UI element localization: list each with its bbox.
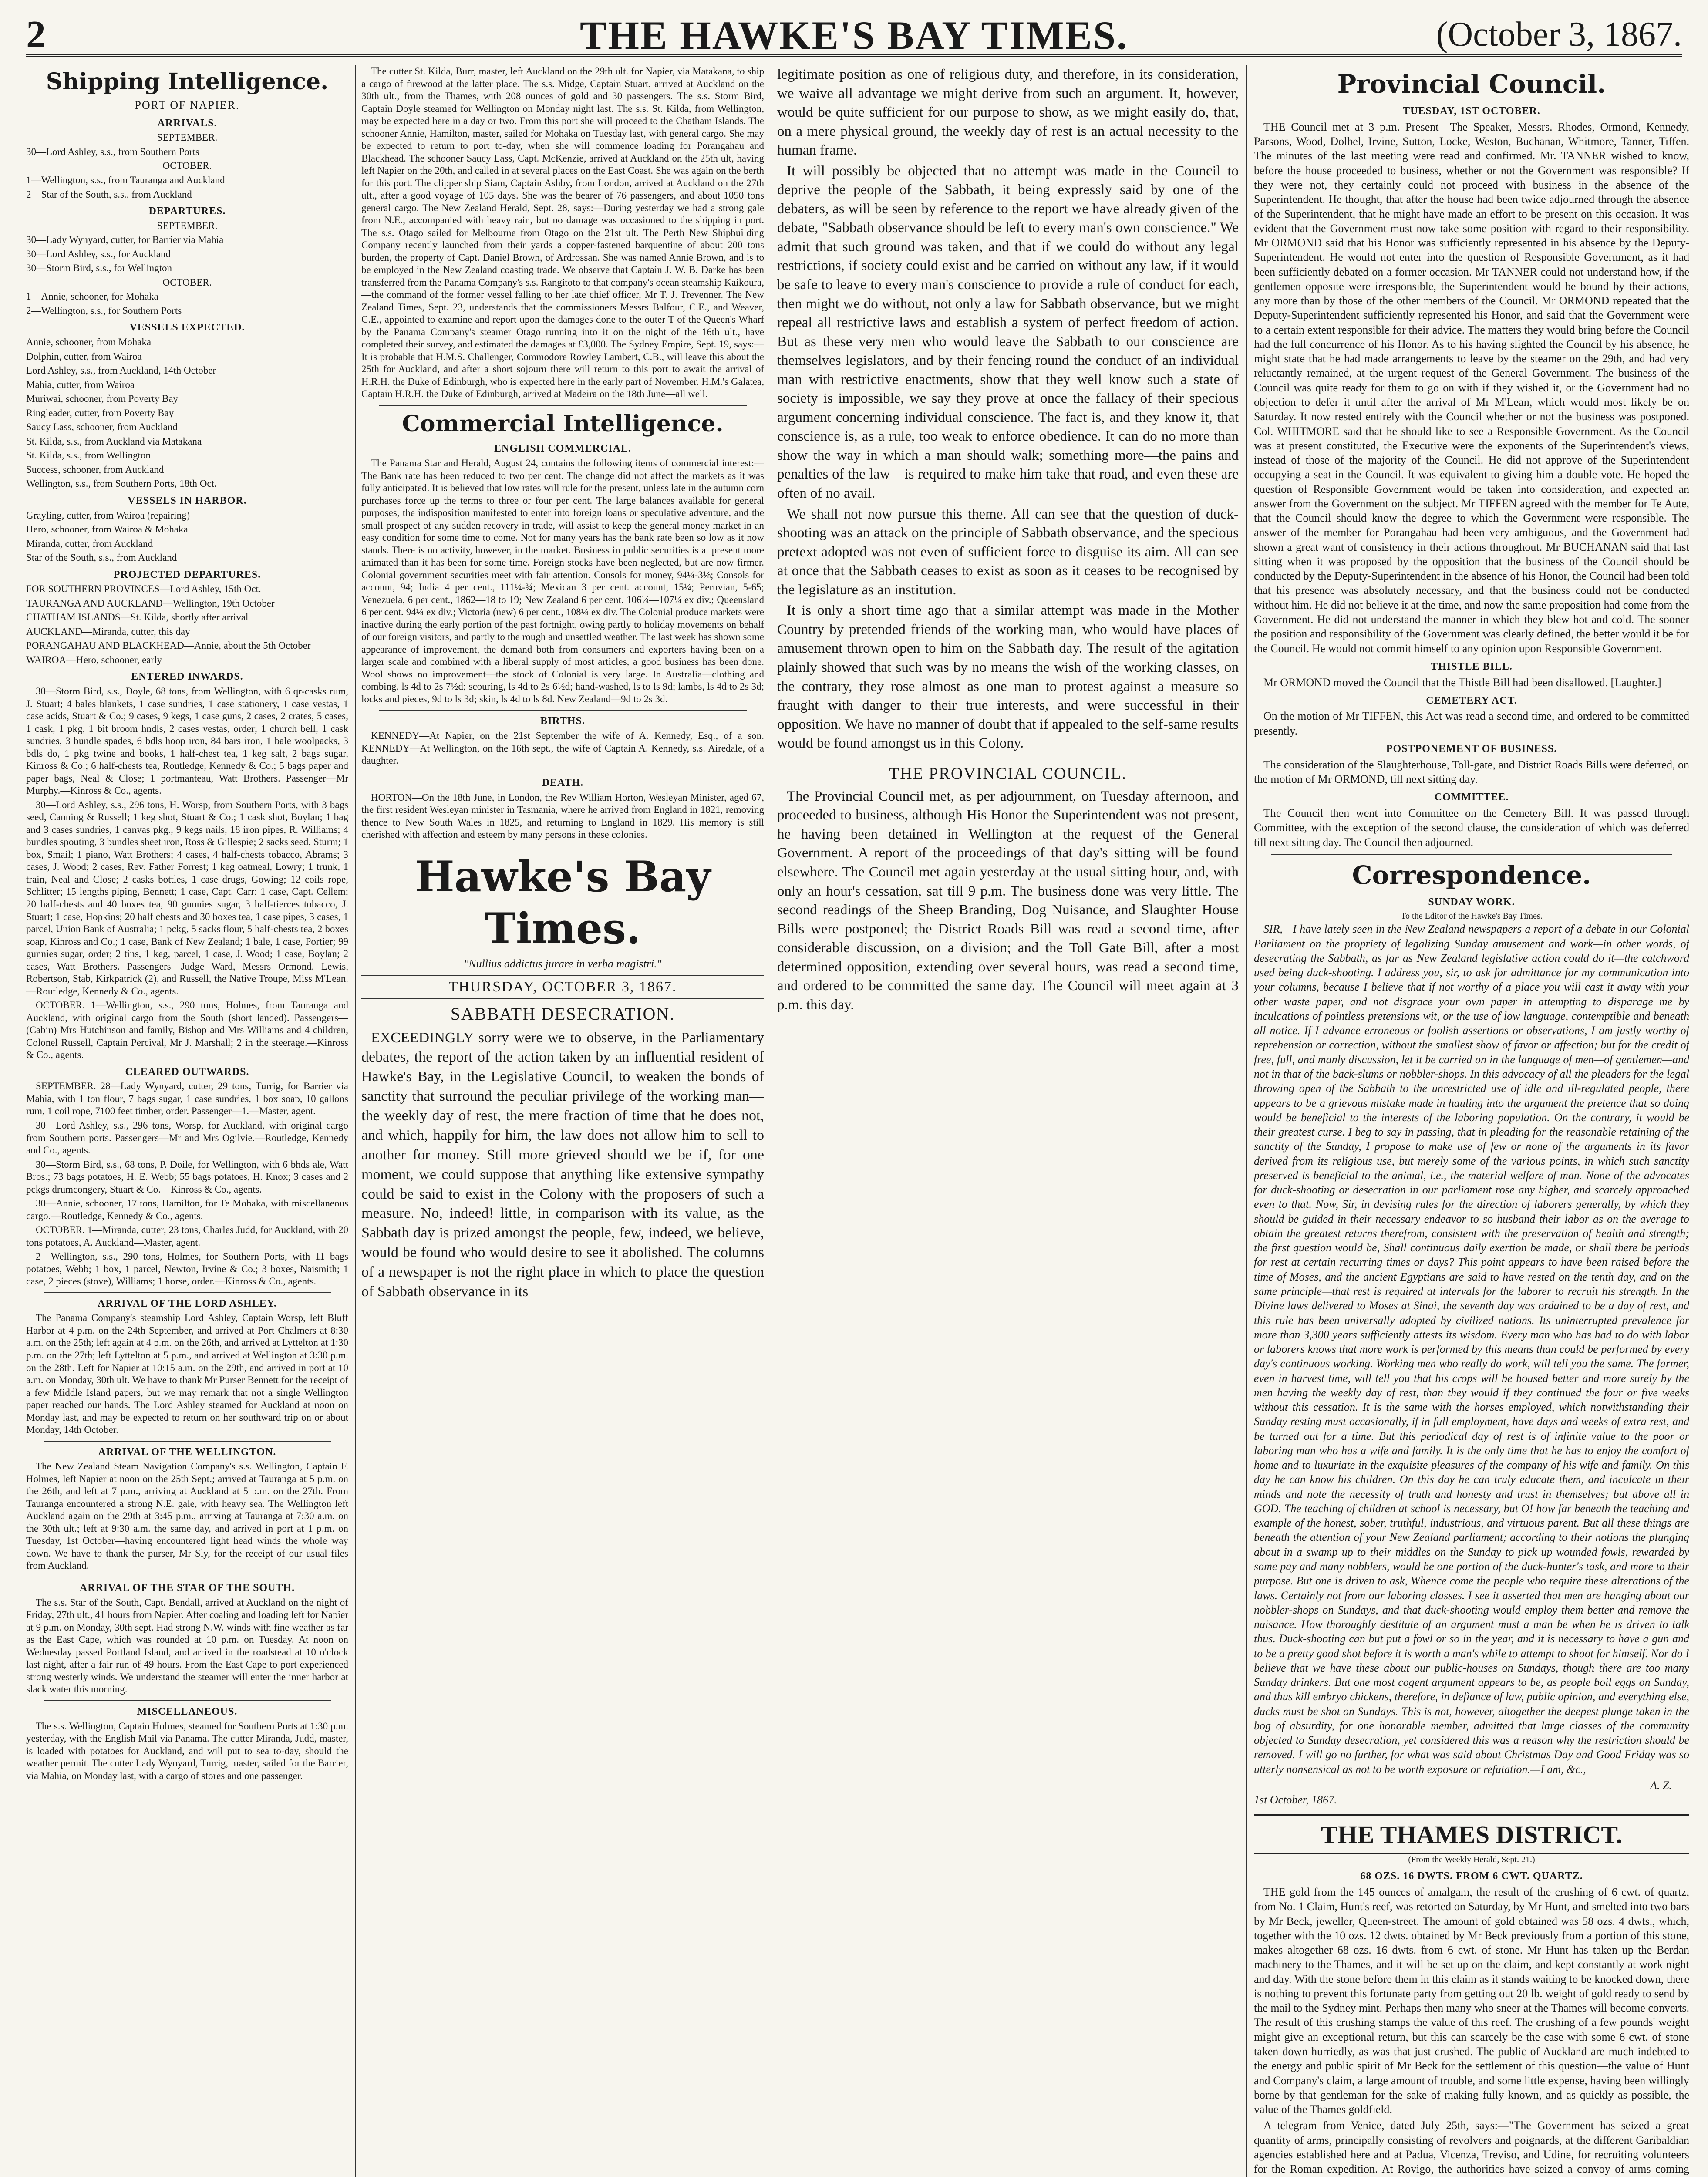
article-paragraph: The s.s. Star of the South, Capt. Bendall, arrived at Auckland on the night of Friday, 27th ult., 41 hours from Napier. After coaling and loading left for Napier at 9 p.m. on Monday, 30th sept. Had strong N.W. winds with fine weather as far as the East Cape, which was rounded at 10 p.m. on Tuesday. At noon on Wednesday passed Portland Island, and arrived in the roadstead at 10 o'clock last night, after a fair run of 49 hours. From the East Cape to port experienced strong westerly winds. We understand the steamer will enter the inner harbor at slack water this morning. [26,1597,348,1695]
column-shipping [26,65,348,2177]
list-item: OCTOBER. [162,160,212,172]
list-item: TAURANGA AND AUCKLAND—Wellington, 19th October [26,597,275,609]
expected-heading: VESSELS EXPECTED. [129,322,245,334]
council-heading: THE PROVINCIAL COUNCIL. [889,764,1127,783]
list-item: Saucy Lass, schooner, from Auckland [26,421,178,433]
list-item: Star of the South, s.s., from Auckland [26,552,177,563]
list-item: AUCKLAND—Miranda, cutter, this day [26,626,190,637]
section-title-commercial: Commercial Intelligence. [402,410,724,437]
list-item: PORANGAHAU AND BLACKHEAD—Annie, about the 5th October [26,640,311,651]
arrival-star-heading: ARRIVAL OF THE STAR OF THE SOUTH. [79,1582,295,1594]
article-paragraph: A telegram from Venice, dated July 25th, says:—"The Government has seized a great quantity of arms, principally consisting of revolvers and poignards, at the different Garibaldian agencies established here and at Padua, Vicenza, Treviso, and Udine, for recruiting volunteers for the Roman expedition. At Rovigo, the authorities have seized a convoy of arms coming [1254,2119,1689,2176]
editorial-dateline: THURSDAY, OCTOBER 3, 1867. [361,975,764,999]
page-number: 2 [26,13,46,56]
article-paragraph: The New Zealand Steam Navigation Company's s.s. Wellington, Captain F. Holmes, left Napier at noon on the 25th Sept.; arrived at Tauranga at 5 p.m. on the 26th, and left at 7 p.m., arriving at Auckland at 5 p.m. on the 27th. From Tauranga encountered a strong N.E. gale, with heavy sea. The Wellington left Auckland again on the 29th at 3:45 p.m., arriving at Tauranga at 7:30 a.m. on the 30th ult.; left at 9:30 a.m. the same day, and arrived in port at 1 p.m. on Tuesday, 1st October—having encountered light head winds the whole way down. We have to thank the purser, Mr Sly, for the receipt of our usual files from Auckland. [26,1461,348,1571]
masthead [26,9,1682,57]
article-paragraph: SIR,—I have lately seen in the New Zealand newspapers a report of a debate in our Colonial Parliament on the propriety of legalizing Sunday amusement and work—in other words, of desecrating the Sabbath, as far as New Zealand legislative action could do it—the catchword used being duck-shooting. I address you, sir, to ask for admittance for my communication into your columns, because I believe that if not worthy of a place you will cast it away with your other waste paper, and not disgrace your own paper in attempting to disparage me by inculcations of pointless pretensions wit, or the use of low language, contemptible and beneath all notice. If I advance erroneous or foolish assertions or observations, I am justly worthy of reprehension or correction, without the smallest show of favor or affection; but for the credit of free, full, and manly discussion, let it be carried on in the language of men—of gentlemen—and not in that of the back-slums or nobbler-shops. In this advocacy of all the pleaders for the legal throwing open of the Sabbath to the unrestricted use of idle and ill-regulated people, there appears to be a grievous mistake made in hauling into the argument the pretence that so doing would be beneficial to the interests of the laboring population. On the contrary, it would be their greatest curse. I beg to say in passing, that in pleading for the reasonable retaining of the sanctity of the Sunday, I propose to make use of few or none of the arguments in its favor derived from its religious use, but merely some of the various points, in which such sanctity preserved is beneficial to the animal, i.e., the material welfare of man. None of the advocates for duck-shooting or desecration in our parliament rose any higher, and scarcely approached even to that. Now, Sir, in devising rules for the direction of laborers generally, by which they should be guided in their necessary endeavor to so husband their labor as on the average to obtain the greatest returns therefrom, consistent with the preservation of health and strength; the first question would be, Shall continuous daily exertion be made, or shall there be periods for rest at certain recurring times or days? This point appears to have been raised before the time of Moses, and the ancient Egyptians are said to have rested on the tenth day, and on the same principle—that rest is required at intervals for the laborer to recruit his strength. In the Divine laws delivered to Moses at Sinai, the seventh day was ordained to be a day of rest, and this rule has been universally adopted by civilized nations. Its uninterrupted prevalence for more than 3,300 years sufficiently attests its wisdom. Every man who has had to do with labor or laborers knows that more work is performed by this means than could be performed by every day's continuous working. Working men who really do work, will tell you the same. The farmer, even in harvest time, will tell you that his crops will be housed better and more surely by the men having the weekly day of rest, than they would if they continued the four or five weeks without this cessation. It is the same with the horses employed, which notwithstanding their Sunday resting must occasionally, if in full employment, have days and weeks of extra rest, and be turned out for a time. But this periodical day of rest is of infinite value to the poor or laboring man who has a wife and family. It is the only time that he has to enjoy the comfort of home and to luxuriate in the exquisite pleasures of the company of his wife and family. On this day he can know his children. On this day he can truly educate them, and inculcate in their minds and note the necessity of truth and honesty and trust in themselves; but above all in GOD. The teaching of children at school is necessary, but O! how far beneath the teaching and example of the honest, sober, truthful, industrious, and virtuous parent. But all these things are beneath the attention of your New Zealand parliament; according to their notions the plunging about in a swamp up to their middles on the Sunday to pick up wounded fowls, rewarded by some pay and many nobblers, would be one portion of the duck-hunter's task, and more to their purpose. But one is driven to ask, Whence come the people who require these alterations of the laws. Certainly not from our laboring classes. I see it asserted that men are hanging about our nobbler-shops on Sundays, and that duck-shooting would employ them better and remove the nuisance. How thoroughly destitute of an argument must a man be when he is driven to talk thus. Duck-shooting can but put a fowl or so in the year, and it is necessary to have a gun and to be a pretty good shot before it is worth a man's while to attempt to shoot for himself. Nor do I believe that we have these about our public-houses on Sundays, though there are too many Sunday drinkers. But one most cogent argument appears to be, as people boil eggs on Sunday, and thus kill embryo chickens, therefore, in defiance of law, public opinion, and everything else, ducks must be shot on Sundays. This is not, however, altogether the deepest plunge taken in the bog of absurdity, for one honorable member, admitted that large classes of the community objected to Sunday desecration, yet considered this was a reason why the restriction should be removed. I will go no further, for what was said about Christmas Day and Good Friday was so utterly nonsensical as not to be worth exposure or refutation.—I am, &c., [1254,923,1689,1776]
list-item: Mahia, cutter, from Wairoa [26,379,135,390]
projected-heading: PROJECTED DEPARTURES. [113,569,261,580]
column-editorial [777,65,1239,2177]
divider [1271,854,1672,855]
list-item: 1—Wellington, s.s., from Tauranga and Auckland [26,175,225,185]
article-paragraph: EXCEEDINGLY sorry were we to observe, in the Parliamentary debates, the report of the action taken by an influential resident of Hawke's Bay, in the Legislative Council, to weaken the bonds of sanctity that surround the peculiar privilege of the working man—the weekly day of rest, the mere fraction of time that he does not, and which, happily for him, the law does not allow him to sell to another for money. Still more grieved should we be if, for one moment, we could suppose that anything like extensive sympathy could be said to exist in the Colony with the proposers of such a measure. No, indeed! little, in comparison with its value, as the Sabbath day is prized amongst the people, few, indeed, we believe, would be found who would desire to see it abolished. The columns of a newspaper is not the right place in which to place the question of Sabbath observance in its [361,1029,764,1300]
list-item: Muriwai, schooner, from Poverty Bay [26,393,179,404]
editorial-heading: SABBATH DESECRATION. [450,1004,675,1024]
committee-heading: COMMITTEE. [1434,792,1509,803]
letter-signature: A. Z. [1650,1779,1672,1792]
thames-heading: THE THAMES DISTRICT. [1254,1814,1689,1854]
divider [44,1292,331,1293]
column-council-correspondence [1254,65,1689,2177]
article-paragraph: THE gold from the 145 ounces of amalgam, the result of the crushing of 6 cwt. of quartz, from No. 1 Claim, Hunt's reef, was retorted on Saturday, by Mr Hunt, and smelted into two bars by Mr Beck, jeweller, Queen-street. The amount of gold obtained was 58 ozs. 4 dwts., which, together with the 10 ozs. 12 dwts. obtained by Mr Beck previously from a portion of this stone, makes altogether 68 ozs. 16 dwts. from 6 cwt. of stone. Mr Hunt has taken up the Berdan machinery to the Thames, and it will be set up on the claim, and kept constantly at work night and day. With the stone before them in this claim as it stands waiting to be knocked down, there is nothing to prevent this fortunate party from getting out 20 lb. weight of gold ready to send by the mail to the Sydney mint. Perhaps then many who sneer at the Thames will become converts. The result of this crushing stamps the value of this reef. The crushing of a few pounds' weight might give an exceptional return, but this can scarcely be the case with some 6 cwt. of stone taken down hurriedly, as was that just crushed. The public of Auckland are much indebted to the energy and public spirit of Mr Beck for the settlement of this question—the value of Hunt and Company's claim, a large amount of trouble, and some little expense, having been willingly borne by that gentleman for the sake of making fully known, and as quickly as possible, the value of the Thames goldfield. [1254,1886,1689,2116]
cleared-heading: CLEARED OUTWARDS. [125,1066,249,1078]
list-item: Dolphin, cutter, from Wairoa [26,350,142,362]
list-item: SEPTEMBER. [157,220,218,231]
list-item: SEPTEMBER. [157,132,218,143]
births-heading: BIRTHS. [540,715,585,727]
article-paragraph: 30—Storm Bird, s.s., 68 tons, P. Doile, for Wellington, with 6 bhds ale, Watt Bros.; 73 bags potatoes, H. E. Webb; 55 bags potatoes, H. Knox; 3 cases and 2 pckgs drumcongery, Stuart & Co.—Kinross & Co., agents. [26,1159,348,1195]
list-item: OCTOBER. [162,276,212,288]
newspaper-title: THE HAWKE'S BAY TIMES. [580,13,1128,57]
article-paragraph: On the motion of Mr TIFFEN, this Act was read a second time, and ordered to be committed presently. [1254,710,1689,737]
article-paragraph: The Panama Star and Herald, August 24, contains the following items of commercial interest:— The Bank rate has been reduced to two per cent. The change did not affect the markets as it was fully anticipated. It is believed that low rates will rule for the present, unless late in the autumn corn purchases force up the terms to three or four per cent. The large balances available for general purposes, the indisposition manifested to enter into foreign loans or speculative adventure, and the small prospect of any sudden recovery in trade, will assist to keep the general money market in an easy condition for some time to come. Not for many years has the bank rate been so low as it now stands. There is no activity, however, in the market. Business in public securities is at present more animated than it has been for some time. Foreign stocks have been neglected, but are now firmer. Colonial government securities meet with fair attention. Consols for money, 94¼-3⅛; Consols for account, 94; India 4 per cent., 111¼-¾; Mexican 3 per cent. account, 15¼; Peruvian, 5-65; Venezuela, 6 per cent., 1862—18 to 19; New Zealand 6 per cent. 106¼—107¼ ex div.; Queensland 6 per cent. 94¼ ex div.; Victoria (new) 6 per cent., 108¼ ex div. The Colonial produce markets were inactive during the early portion of the past fortnight, owing partly to holiday movements on behalf of our foreign visitors, and partly to the rough and unsettled weather. The last week has shown some appearance of improvement, the demand both from consumers and exporters having been on a larger scale and combined with a liberal supply of most articles, a good business has been done. Wool shows no improvement—the stock of Colonial is very large. In Australia—clothing and combing, ls 4d to 2s 7½d; scouring, ls 4d to 2s 6½d; hand-washed, ls to ls 9d; lambs, ls 4d to 2s 3d; locks and pieces, 9d to ls 3d; skin, ls 4d to ls 8d. New Zealand—9d to 2s 3d. [361,458,764,704]
article-paragraph: We shall not now pursue this theme. All can see that the question of duck-shooting was an attack on the principle of Sabbath observance, and the specious pretext adopted was not even of sufficient force to disguise its aim. All can see at once that the Sabbath ceases to exist as soon as it ceases to be recognised by the legislature as an institution. [777,506,1239,598]
article-paragraph: KENNEDY—At Napier, on the 21st September the wife of A. Kennedy, Esq., of a son. KENNEDY—At Wellington, on the 16th sept., the wife of Captain A. Kennedy, s.s. Airedale, of a daughter. [361,730,764,766]
article-paragraph: The consideration of the Slaughterhouse, Toll-gate, and District Roads Bills were deferred, on the motion of Mr ORMOND, till next sitting day. [1254,758,1689,785]
article-paragraph: It will possibly be objected that no attempt was made in the Council to deprive the people of the Sabbath, it being expressly said by one of the debaters, as will be seen by reference to the report we have already given of the debate, "Sabbath observance should be left to every man's own conscience." We admit that such ground was taken, and that if we could do without any legal restrictions, if society could exist and be carried on without any law, if it would be safe to leave to every man's conscience to provide a rule of conduct for each, then might we do without, not only a law for Sabbath observance, but we might repeal all restrictive laws and establish a system of perfect freedom of action. But as these very men who would leave the Sabbath to our conscience are themselves legislators, and by their fencing round the conduct of an individual man with restrictive enactments, show that they well know such a state of society is impossible, we say they prove at once the fallacy of their specious argument concerning individual conscience. The fact is, and they know it, that conscience is, as a rule, too weak to enforce obedience. It can do no more than show the way in which a man should walk; something more—the pains and penalties of the law—is required to make him take that road, and even these are often of no avail. [777,163,1239,502]
list-item: 2—Star of the South, s.s., from Auckland [26,189,192,200]
list-item: Miranda, cutter, from Auckland [26,538,153,549]
list-item: Annie, schooner, from Mohaka [26,337,152,348]
letter-address: To the Editor of the Hawke's Bay Times. [1401,911,1543,921]
misc-heading: MISCELLANEOUS. [137,1705,238,1717]
article-paragraph: The Council then went into Committee on the Cemetery Bill. It was passed through Committee, with the exception of the second clause, the consideration of which was deferred till next sitting day. The Council then adjourned. [1254,806,1689,849]
list-item: WAIROA—Hero, schooner, early [26,654,162,665]
list-item: 30—Lord Ashley, s.s., from Southern Ports [26,146,199,157]
list-item: 1—Annie, schooner, for Mohaka [26,291,158,302]
article-paragraph: 30—Annie, schooner, 17 tons, Hamilton, for Te Mohaka, with miscellaneous cargo.—Routledge, Kennedy & Co., agents. [26,1198,348,1221]
column-rule [1246,65,1247,2177]
article-paragraph: Mr ORMOND moved the Council that the Thistle Bill had been disallowed. [Laughter.] [1263,676,1661,689]
list-item: 30—Storm Bird, s.s., for Wellington [26,263,172,274]
article-paragraph: 30—Storm Bird, s.s., Doyle, 68 tons, from Wellington, with 6 qr-casks rum, J. Stuart; 4 bales blankets, 1 case sundries, 1 case stationery, 1 case vestas, 1 case acids, Stuart & Co.; 9 cases, 9 kegs, 1 case guns, 2 cases, 2 crates, 5 cases, 1 cask, 1 pkg, 1 bit broom hndls, 2 cases vestas, order; 1 church bell, 1 cask sundries, 3 bundle spades, 6 bdls hoop iron, 84 bars iron, 1 bale woolpacks, 3 bdls do, 1 pkg twine and books, 1 half-chest tea, 1 keg salt, 2 bags sugar, Kinross & Co.; 6 half-chests tea, Routledge, Kennedy & Co.; 5 bags paper and paper bags, Neal & Close; 1 portmanteau, Watt Brothers. Passenger—Mr Murphy.—Kinross & Co., agents. [26,686,348,796]
arrival-ashley-heading: ARRIVAL OF THE LORD ASHLEY. [98,1297,277,1309]
article-paragraph: 30—Lord Ashley, s.s., 296 tons, Worsp, for Auckland, with original cargo from Southern ports. Passengers—Mr and Mrs Ogilvie.—Routledge, Kennedy and Co., agents. [26,1119,348,1156]
article-paragraph: It is only a short time ago that a similar attempt was made in the Mother Country by pretended friends of the working man, who would have places of amusement thrown open to him on the Sabbath day. The result of the agitation plainly showed that such was by no means the wish of the working classes, on the contrary, they rose almost as one man to protest against a measure so fraught with danger to their true interests, and were successful in their opposition. We have no manner of doubt that if appealed to the self-same results would be found amongst us in this Colony. [777,603,1239,752]
list-item: Ringleader, cutter, from Poverty Bay [26,407,174,418]
list-item: Lord Ashley, s.s., from Auckland, 14th October [26,365,216,376]
column-rule [355,65,356,2177]
death-heading: DEATH. [542,777,584,789]
harbour-heading: VESSELS IN HARBOR. [128,495,247,506]
section-title-correspondence: Correspondence. [1352,860,1591,890]
list-item: St. Kilda, s.s., from Wellington [26,450,151,461]
article-paragraph: OCTOBER. 1—Wellington, s.s., 290 tons, Holmes, from Tauranga and Auckland, with original cargo from the South (short landed). Passengers—(Cabin) Mrs Hutchinson and family, Bishop and Mrs Williams and 4 children, Colonel Russell, Captain Percival, Mr J. Marshall; 2 in the steerage.—Kinross & Co., agents. [26,1000,348,1061]
sitting-date-heading: TUESDAY, 1ST OCTOBER. [1403,105,1540,117]
list-item: 30—Lord Ashley, s.s., for Auckland [26,248,171,259]
postponement-heading: POSTPONEMENT OF BUSINESS. [1386,743,1557,755]
article-paragraph: The Provincial Council met, as per adjournment, on Tuesday afternoon, and proceeded to business, although His Honor the Superintendent was not present, he having been detained in Wellington at the request of the General Government. A report of the proceedings of that day's sitting will be found elsewhere. The Council met again yesterday at the usual sitting hour, and, with only an hour's cessation, sat till 9 p.m. The business done was very little. The second readings of the Sheep Branding, Dog Nuisance, and Slaughter House Bills were postponed; the District Roads Bill was read a second time, after considerable discussion, on a division; and the Toll Gate Bill, after a most determined opposition, extending over several hours, was read a second time, and ordered to be committed the same day. The Council will meet again at 3 p.m. this day. [777,788,1239,1013]
arrivals-heading: ARRIVALS. [157,117,217,129]
article-paragraph: legitimate position as one of religious duty, and therefore, in its consideration, we waive all advantage we might derive from such an argument. It, however, would be quite sufficient for our purpose to show, as we might easily do, that, on a mere physical ground, the weekly day of rest is an actual necessity to the human frame. [777,67,1239,158]
list-item: Hero, schooner, from Wairoa & Mohaka [26,524,188,535]
cemetery-heading: CEMETERY ACT. [1426,694,1517,706]
list-item: 30—Lady Wynyard, cutter, for Barrier via Mahia [26,234,224,246]
divider [379,405,747,406]
port-heading: PORT OF NAPIER. [135,99,240,112]
arrival-wellington-heading: ARRIVAL OF THE WELLINGTON. [98,1446,276,1458]
article-paragraph: The Panama Company's steamship Lord Ashley, Captain Worsp, left Bluff Harbor at 4 p.m. on the 24th September, and arrived at Port Chalmers at 8:30 a.m. on the 25th; left again at 4 p.m. on the 26th, and arrived at Lyttelton at 1:30 p.m. on the 27th; left Lyttelton at 5 p.m., and arrived at Wellington at 3:30 p.m. on the 28th. Left for Napier at 10:15 a.m. on the 29th, and arrived in port at 10 a.m. on Monday, 30th ult. We have to thank Mr Purser Bennett for the receipt of a few Middle Island papers, but we may remark that not a single Wellington paper reached our hands. The Lord Ashley steamed for Auckland at noon on Monday last, and may be expected to return on her southward trip on or about Monday, 14th October. [26,1312,348,1436]
departures-heading: DEPARTURES. [148,206,226,217]
section-title-shipping: Shipping Intelligence. [46,68,329,95]
letter-date: 1st October, 1867. [1254,1793,1337,1806]
thistle-heading: THISTLE BILL. [1431,661,1513,672]
letter-heading: SUNDAY WORK. [1428,896,1515,908]
article-paragraph: 30—Lord Ashley, s.s., 296 tons, H. Worsp, from Southern Ports, with 3 bags seed, Canning & Russell; 1 keg shot, Stuart & Co.; 1 cask shot, Boylan; 1 bag and 3 cases sundries, 1 canvas pkg., 9 kegs nails, 18 iron pipes, R. Williams; 4 bundles spouting, 3 bundles sheet iron, Ross & Gillespie; 2 sacks seed, Sturm; 1 box, Smail; 1 piano, Watt Brothers; 4 cases, 4 half-chests tobacco, Abrams; 3 cases, J. Wood; 2 cases, Rev. Father Forrest; 1 keg oatmeal, Lowry; 1 trunk, 1 train, Neal and Close; 2 casks bottles, 1 case drugs, Gowing; 12 coils rope, Schlitter; 15 lengths piping, Bennett; 1 case, Capt. Carr; 1 case, Capt. Cellem; 20 half-chests and 40 boxes tea, 90 gunnies sugar, 3 half-tierces tobacco, J. Stuart; 1 case, Hopkins; 20 half chests and 30 boxes tea, 1 case pipes, 3 cases, 1 parcel, Union Bank of Australia; 1 pckg, 5 sacks flour, 5 half-chests tea, 2 boxes soap, Kinross and Co.; 1 case, Bank of New Zealand; 1 bale, 1 case, Portier; 99 gunnies sugar, order; 2 tins, 1 keg, parcel, 1 case, J. Wood; 1 case, Boylan; 2 cases, Watt Brothers. Passengers—Judge Ward, Messrs Ormond, Lewis, Robertson, Stab, Kirkpatrick (2), and Russell, the Native Troupe, Miss M'Lean.—Routledge, Kennedy & Co., agents. [26,799,348,997]
list-item: Grayling, cutter, from Wairoa (repairing) [26,509,190,521]
article-paragraph: SEPTEMBER. 28—Lady Wynyard, cutter, 29 tons, Turrig, for Barrier via Mahia, with 1 ton flour, 7 bags sugar, 1 case sundries, 1 box soap, 10 gallons rum, 1 coil rope, 7100 feet timber, order. Passenger—1.—Master, agent. [26,1081,348,1117]
section-title-provincial: Provincial Council. [1337,69,1606,99]
list-item: Wellington, s.s., from Southern Ports, 18th Oct. [26,478,217,489]
issue-date: (October 3, 1867. [1436,15,1682,54]
divider [44,1441,331,1442]
list-item: St. Kilda, s.s., from Auckland via Matakana [26,435,202,447]
english-commercial-heading: ENGLISH COMMERCIAL. [494,443,632,455]
article-paragraph: The s.s. Wellington, Captain Holmes, steamed for Southern Ports at 1:30 p.m. yesterday, with the English Mail via Panama. The cutter Miranda, Judd, master, is loaded with potatoes for Auckland, and will put to sea to-day, should the weather permit. The cutter Lady Wynyard, Turrig, master, sailed for the Barrier, via Mahia, on Monday last, with a cargo of stores and one passenger. [26,1720,348,1781]
list-item: Success, schooner, from Auckland [26,464,164,475]
thames-subheading: 68 OZS. 16 DWTS. FROM 6 CWT. QUARTZ. [1360,1870,1583,1882]
list-item: FOR SOUTHERN PROVINCES—Lord Ashley, 15th Oct. [26,583,261,595]
paper-nameplate: Hawke's Bay Times. [414,852,711,953]
article-paragraph: THE Council met at 3 p.m. Present—The Speaker, Messrs. Rhodes, Ormond, Kennedy, Parsons, Wood, Dolbel, Irvine, Sutton, Locke, Weston, Buchanan, Whitmore, Tanner, Tiffen. The minutes of the last meeting were read and confirmed. Mr. TANNER wished to know, before the house proceeded to business, whether or not the Government was responsible? If they were not, they certainly could not proceed with business in the absence of the Superintendent. He thought, that after the house had been twice adjourned through the absence of the Superintendent, that he might have made an effort to be present on this occasion. It was evident that the Government must now take some position with regard to their responsibility. Mr ORMOND said that his Honor was sufficiently represented in his absence by the Deputy-Superintendent. He would not enter into the question of Responsible Government, as it had been sufficiently debated on a former occasion. Mr TANNER could not understand how, if the gentlemen opposite were irresponsible, the Superintendent would be bound by their actions, any more than by those of the other members of the Council. Mr ORMOND repeated that the Deputy-Superintendent sufficiently represented his Honor, and said that the Government were to a certain extent responsible for their advice. The matters they would bring before the Council had the full concurrence of his Honor. As to his having slighted the Council by his absence, he might state that he had made arrangements to leave by the steamer on the 29th, and had very reluctantly remained, at the urgent request of the General Government. The business of the Council was quite ready for them to go on with if they wished it, or the Government had no objection to defer it until after the arrival of Mr M'Lean, which would most likely be on Saturday. It now rested entirely with the Council whether or not the business was postponed. Col. WHITMORE said that he should like to see a Responsible Government. As the Council was at present constituted, the Executive were the exponents of the Superintendent's views, instead of those of the majority of the Council. He did not approve of the Superintendent occupying a seat in the Council. It was equivalent to giving him a double vote. He hoped the question of Responsible Government would be taken into consideration, and expected an answer from the Government on the subject. Mr TIFFEN agreed with the member for Te Aute, that the Council should know the degree to which the Government were responsible. The answer of the member for Porangahau had been very ambiguous, and the Government had shown a great want of consistency in their actions throughout. Mr BUCHANAN said that last sitting when it was proposed by the opposition that the business of the Council should be conducted by the Deputy-Superintendent in the absence of his Honor, the Council had been told that his presence was absolutely necessary, and that the business could not be conducted without him. He did not believe it at the time, and now the same proposition had come from the Government. He did not understand the manner in which they blew hot and cold. The sooner the position and responsibility of the Government was clearly defined, the better would it be for the Council. He would not commit himself to any opinion upon Responsible Government. [1254,120,1689,655]
article-paragraph: 2—Wellington, s.s., 290 tons, Holmes, for Southern Ports, with 11 bags potatoes, Webb; 1 box, 1 parcel, Newton, Irvine & Co.; 3 boxes, Naismith; 1 case, 2 pieces (stove), Williams; 1 horse, order.—Kinross & Co., agents. [26,1251,348,1287]
entered-heading: ENTERED INWARDS. [131,671,243,683]
article-paragraph: HORTON—On the 18th June, in London, the Rev William Horton, Wesleyan Minister, aged 67, the first resident Wesleyan minister in Tasmania, where he arrived from England in 1821, removing thence to New South Wales in 1825, and returning to England in 1829. His memory is still cherished with affection and esteem by many persons in these colonies. [361,792,764,840]
list-item: CHATHAM ISLANDS—St. Kilda, shortly after arrival [26,612,249,623]
paper-motto: "Nullius addictus jurare in verba magistri." [464,957,662,970]
divider [379,710,747,711]
divider [44,1700,331,1701]
list-item: 2—Wellington, s.s., for Southern Ports [26,305,182,316]
article-paragraph: OCTOBER. 1—Miranda, cutter, 23 tons, Charles Judd, for Auckland, with 20 tons potatoes, A. Auckland—Master, agent. [26,1224,348,1248]
column-commercial [361,65,764,2177]
article-paragraph: The cutter St. Kilda, Burr, master, left Auckland on the 29th ult. for Napier, via Matakana, to ship a cargo of firewood at the latter place. The s.s. Midge, Captain Stuart, arrived at Auckland on the 30th ult., from the Thames, with 208 ounces of gold and 30 passengers. The s.s. Storm Bird, Captain Doyle steamed for Wellington on Monday night last. The s.s. St. Kilda, from Wellington, may be expected here in a day or two. From this port she will proceed to the Chatham Islands. The schooner Annie, Hamilton, master, sailed for Mohaka on Tuesday last, with general cargo. She may be expected to return to port to-day, when she will commence loading for Porangahau and Blackhead. The schooner Saucy Lass, Capt. McKenzie, arrived at Auckland on the 25th ult, having left Napier on the 20th, and called in at several places on the East Coast. She was again on the berth for this port. The clipper ship Siam, Captain Ashby, from London, arrived at Auckland on the 27th ult., after a good voyage of 105 days. She was the bearer of 76 passengers, and about 1050 tons general cargo. The New Zealand Herald, Sept. 28, says:—During yesterday we had a strong gale from N.E., accompanied with heavy rain, but no damage was occasioned to the shipping in port. The s.s. Otago sailed for Melbourne from Otago on the 21st ult. The Perth New Shipbuilding Company recently launched from their yards a copper-fastened barquentine of about 200 tons burden, the property of Capt. Daniel Brown, of Ardrossan. She was named Annie Brown, and is to be employed in the New Zealand coasting trade. We observe that Captain J. W. B. Darke has been transferred from the Panama Company's s.s. Rangitoto to that company's ocean steamship Kaikoura,—the command of the former vessel falling to her late chief officer, Mr T. J. Trevenner. The New Zealand Times, Sept. 23, understands that the commissioners Messrs Balfour, C.E., and Weaver, C.E., appointed to examine and report upon the damages done to the outer T of the Queen's Wharf by the Panama Company's steamer Otago running into it on the night of the 16th ult., have completed their survey, and estimated the damages at £3,000. The Sydney Empire, Sept. 19, says:—It is probable that H.M.S. Challenger, Commodore Rowley Lambert, C.B., will leave this about the 25th for Auckland, and after a short sojourn there will return to this port to await the arrival of H.R.H. the Duke of Edinburgh, who is expected here in the early part of November. H.M.'s Galatea, Captain H.R.H. the Duke of Edinburgh, arrived at Madeira on the 18th June—all well. [361,66,764,400]
thames-source: (From the Weekly Herald, Sept. 21.) [1408,1854,1535,1864]
